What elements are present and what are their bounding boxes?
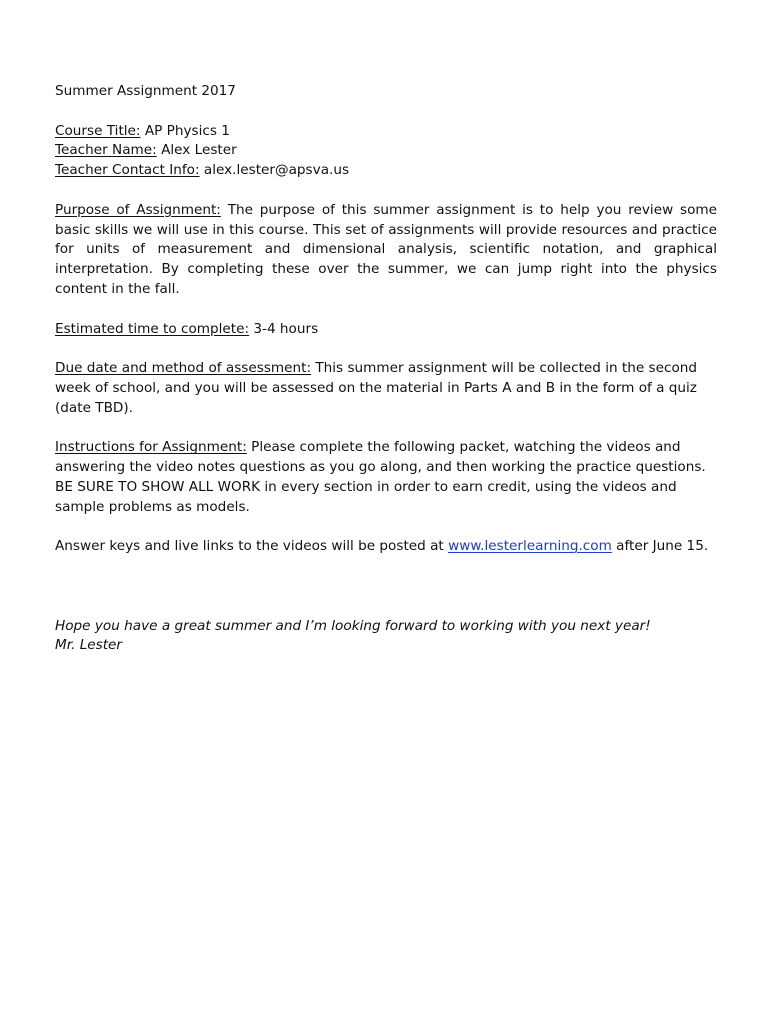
lesterlearning-link[interactable]: www.lesterlearning.com (448, 538, 612, 555)
purpose-label: Purpose of Assignment: (55, 201, 221, 218)
closing-note (55, 617, 717, 657)
due-date-label: Due date and method of assessment: (55, 360, 312, 377)
teacher-name-label: Teacher Name: (55, 142, 157, 159)
instructions-paragraph (55, 438, 717, 517)
purpose-paragraph (55, 201, 717, 300)
teacher-contact-label: Teacher Contact Info: (55, 162, 200, 179)
document-title: Summer Assignment 2017 (55, 83, 236, 99)
estimated-time-label: Estimated time to complete: (55, 320, 250, 337)
course-title-label: Course Title: (55, 122, 141, 139)
due-date-paragraph (55, 359, 717, 418)
instructions-label: Instructions for Assignment: (55, 439, 247, 456)
teacher-contact-row (55, 161, 717, 181)
estimated-time-value: 3-4 hours (253, 320, 319, 337)
answer-keys-paragraph (55, 537, 717, 557)
answer-keys-text-after: after June 15. (611, 538, 709, 555)
closing-signature: Mr. Lester (55, 637, 123, 654)
teacher-contact-value: alex.lester@apsva.us (203, 162, 350, 179)
estimated-time-paragraph (55, 320, 717, 340)
teacher-name-row (55, 141, 717, 161)
answer-keys-text-before: Answer keys and live links to the videos will be posted at (55, 538, 449, 555)
course-info (55, 122, 717, 181)
course-title-row (55, 122, 717, 142)
closing-message: Hope you have a great summer and I’m looking forward to working with you next year! (55, 617, 651, 634)
purpose-text: The purpose of this summer assignment is to help you review some basic skills we will use in this course. This set of assignments will provide resources and practice for units of measurement and dimensional analysis, scientific notation, and graphical interpretation. By completing these over the summer, we can jump right into the physics content in the fall. (55, 201, 717, 297)
course-title-value: AP Physics 1 (144, 122, 230, 139)
document-page (55, 82, 717, 656)
instructions-text: Please complete the following packet, watching the videos and answering the video notes questions as you go along, and then working the practice questions. BE SURE TO SHOW ALL WORK in every section in order to earn credit, using the videos and sample problems as models. (55, 439, 706, 515)
teacher-name-value: Alex Lester (161, 142, 237, 159)
due-date-text: This summer assignment will be collected in the second week of school, and you will be assessed on the material in Parts A and B in the form of a quiz (date TBD). (55, 360, 698, 416)
